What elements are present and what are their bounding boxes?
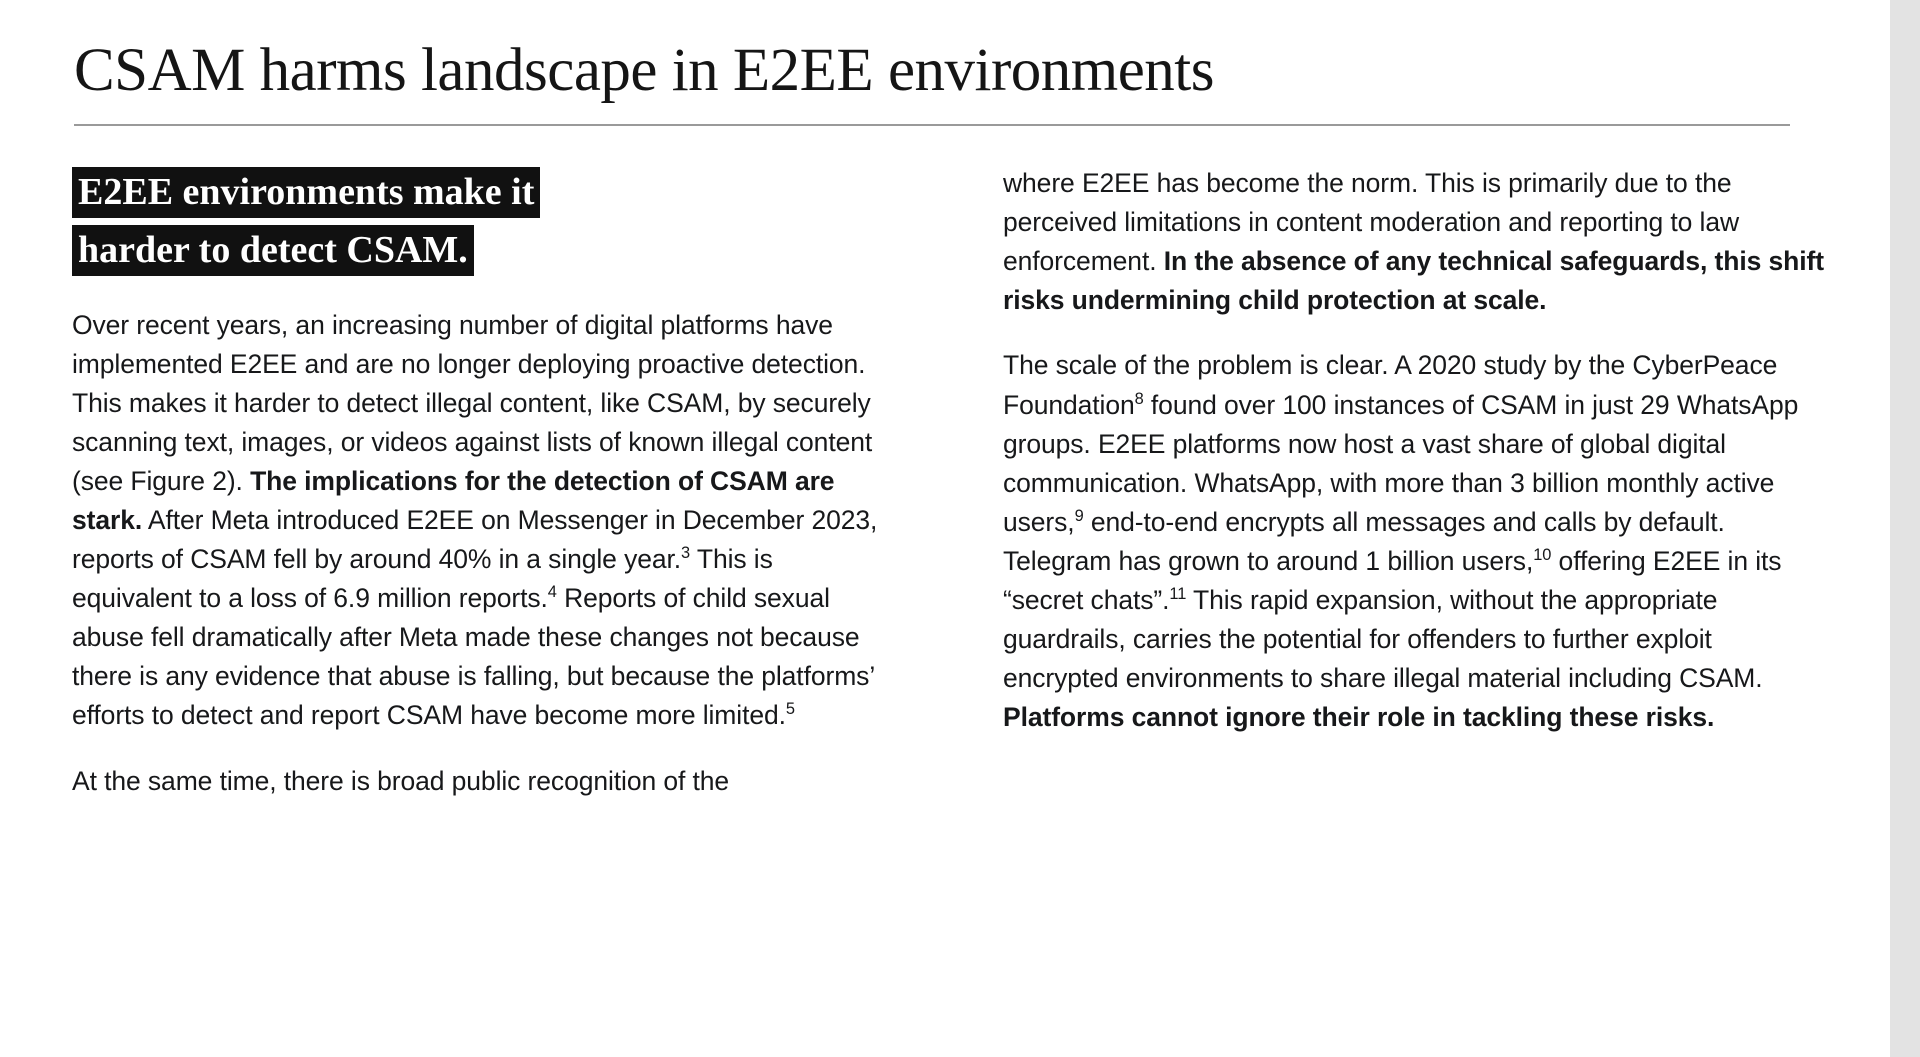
text-run: where E2EE has become the norm. This is primarily due to the perceived limitations in content moderation and reporting to law enforcement. bbox=[1003, 168, 1740, 277]
footnote-reference: 9 bbox=[1074, 506, 1084, 525]
text-run: This rapid expansion, without the appropriate guardrails, carries the potential for offenders to further exploit encrypted environments to share illegal material including CSAM. bbox=[1003, 584, 1763, 694]
highlighted-heading-text: E2EE environments make it harder to detect CSAM. bbox=[72, 167, 540, 276]
emphasis-text: Platforms cannot ignore their role in tackling these risks. bbox=[1003, 702, 1715, 733]
emphasis-text: The implications for the detection of CSAM are stark. bbox=[72, 465, 835, 536]
footnote-reference: 11 bbox=[1169, 585, 1187, 604]
text-run: found over 100 instances of CSAM in just 29 WhatsApp groups. E2EE platforms now host a vast share of global digital communication. WhatsApp, with more than 3 billion monthly active users, bbox=[1003, 389, 1799, 537]
text-run: Reports of child sexual abuse fell dramatically after Meta made these changes not because there is any evidence that abuse is falling, but because the platforms’ efforts to detect and report CSAM have become more limited. bbox=[72, 583, 875, 731]
footnote-reference: 8 bbox=[1134, 389, 1144, 408]
text-run: offering E2EE in its “secret chats”. bbox=[1003, 545, 1782, 615]
paragraph bbox=[72, 306, 897, 736]
paragraph bbox=[72, 762, 897, 801]
title-divider bbox=[74, 124, 1790, 126]
footnote-reference: 10 bbox=[1533, 546, 1552, 565]
right-column bbox=[1003, 164, 1828, 826]
emphasis-text: In the absence of any technical safeguards, this shift risks undermining child protection at scale. bbox=[1003, 246, 1824, 316]
left-column bbox=[72, 164, 897, 826]
text-run: end-to-end encrypts all messages and calls by default. Telegram has grown to around 1 billion users, bbox=[1003, 506, 1725, 576]
footnote-reference: 4 bbox=[547, 583, 557, 602]
text-run: This is equivalent to a loss of 6.9 million reports. bbox=[72, 544, 773, 614]
left-column-body bbox=[72, 306, 897, 801]
paragraph bbox=[1003, 346, 1828, 737]
page-title: CSAM harms landscape in E2EE environments bbox=[74, 37, 1214, 104]
article-columns bbox=[72, 164, 1830, 826]
text-run: The scale of the problem is clear. A 2020 study by the CyberPeace Foundation bbox=[1003, 350, 1778, 420]
footnote-reference: 5 bbox=[785, 700, 795, 719]
left-column-heading bbox=[72, 164, 632, 280]
page-edge-shadow bbox=[1890, 0, 1920, 1057]
text-run: After Meta introduced E2EE on Messenger in December 2023, reports of CSAM fell by around 40% in a single year. bbox=[72, 505, 878, 575]
footnote-reference: 3 bbox=[681, 544, 691, 563]
text-run: At the same time, there is broad public recognition of the bbox=[72, 765, 730, 796]
paragraph bbox=[1003, 164, 1828, 320]
right-column-body bbox=[1003, 164, 1828, 737]
text-run: Over recent years, an increasing number of digital platforms have implemented E2EE and are no longer deploying proactive detection. This makes it harder to detect illegal content, like CSAM, by securely scanning text, images, or videos against lists of known illegal content (see Figure 2). bbox=[72, 309, 873, 496]
